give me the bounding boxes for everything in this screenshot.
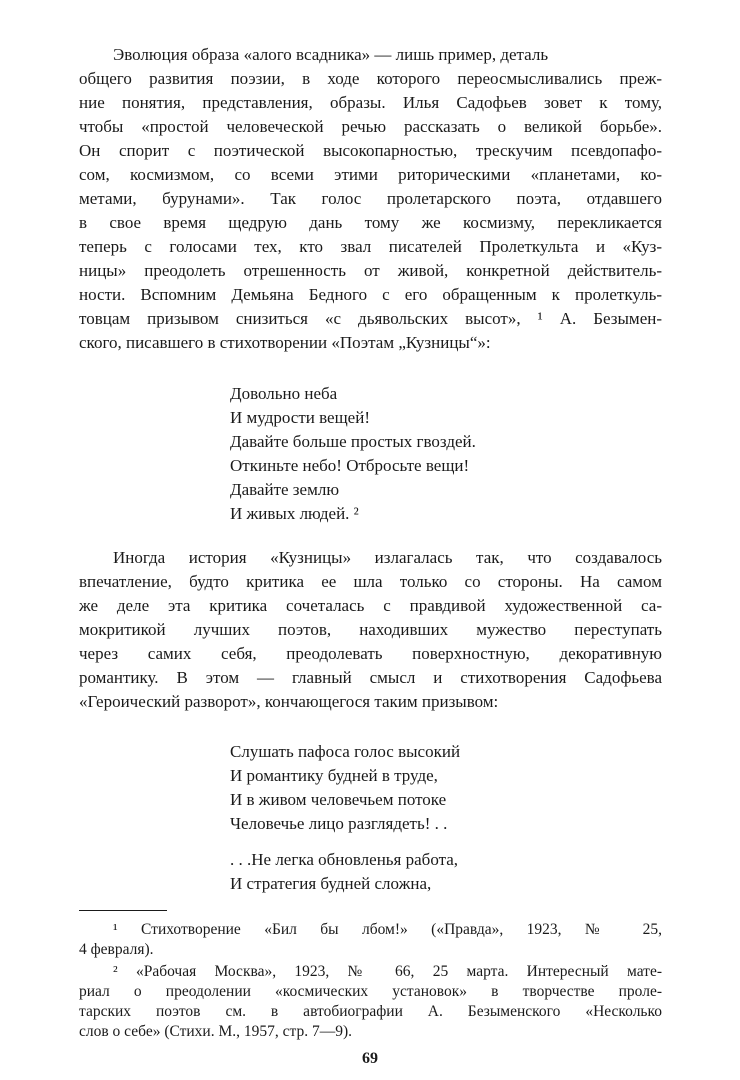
paragraph-line: в свое время щедрую дань тому же космизму, перекликается bbox=[79, 213, 662, 232]
paragraph-line: впечатление, будто критика ее шла только со стороны. На самом bbox=[79, 572, 662, 591]
verse-line: И в живом человечьем потоке bbox=[230, 790, 447, 809]
verse-line: Откиньте небо! Отбросьте вещи! bbox=[230, 456, 470, 475]
verse-line: Давайте землю bbox=[230, 480, 340, 499]
paragraph-line: товцам призывом снизиться «с дьявольских высот», ¹ А. Безымен- bbox=[79, 309, 662, 328]
footnote-line: ¹ Стихотворение «Бил бы лбом!» («Правда», 1923, № 25, bbox=[113, 921, 662, 938]
verse-line: Давайте больше простых гвоздей. bbox=[230, 432, 476, 451]
footnote-line: тарских поэтов см. в автобиографии А. Безыменского «Несколько bbox=[79, 1003, 662, 1020]
footnote-line: риал о преодолении «космических установок» в творчестве проле- bbox=[79, 983, 662, 1000]
paragraph-line: через самих себя, преодолевать поверхностную, декоративную bbox=[79, 644, 662, 663]
paragraph-line: ности. Вспомним Демьяна Бедного с его обращенным к пролеткуль- bbox=[79, 285, 662, 304]
paragraph-line: сом, космизмом, со всеми этими риторическими «планетами, ко- bbox=[79, 165, 662, 184]
footnote-line: 4 февраля). bbox=[79, 941, 154, 958]
paragraph-line: же деле эта критика сочеталась с правдивой художественной са- bbox=[79, 596, 662, 615]
paragraph-line: теперь с голосами тех, кто звал писателей Пролеткульта и «Куз- bbox=[79, 237, 662, 256]
verse-line: И романтику будней в труде, bbox=[230, 766, 438, 785]
paragraph-line: Иногда история «Кузницы» излагалась так, что создавалось bbox=[113, 548, 662, 567]
paragraph-line: общего развития поэзии, в ходе которого переосмысливались преж- bbox=[79, 69, 662, 88]
paragraph-line: метами, бурунами». Так голос пролетарского поэта, отдавшего bbox=[79, 189, 662, 208]
paragraph-line: чтобы «простой человеческой речью рассказать о великой борьбе». bbox=[79, 117, 662, 136]
verse-line: . . .Не легка обновленья работа, bbox=[230, 850, 459, 869]
paragraph-line: Эволюция образа «алого всадника» — лишь пример, деталь bbox=[113, 45, 549, 64]
paragraph-line: романтику. В этом — главный смысл и стихотворения Садофьева bbox=[79, 668, 662, 687]
paragraph-line: ние понятия, представления, образы. Илья Садофьев зовет к тому, bbox=[79, 93, 662, 112]
verse-line: Слушать пафоса голос высокий bbox=[230, 742, 461, 761]
verse-line: И стратегия будней сложна, bbox=[230, 874, 432, 893]
footnote-line: ² «Рабочая Москва», 1923, № 66, 25 марта. Интересный мате- bbox=[113, 963, 662, 980]
verse-line: И мудрости вещей! bbox=[230, 408, 370, 427]
paragraph-line: мокритикой лучших поэтов, находивших мужество переступать bbox=[79, 620, 662, 639]
paragraph-line: ского, писавшего в стихотворении «Поэтам „Кузницы“»: bbox=[79, 333, 491, 352]
paragraph-line: «Героический разворот», кончающегося таким призывом: bbox=[79, 692, 499, 711]
paragraph-line: ницы» преодолеть отрешенность от живой, конкретной действитель- bbox=[79, 261, 662, 280]
footnote-divider bbox=[79, 910, 167, 911]
footnote-line: слов о себе» (Стихи. М., 1957, стр. 7—9). bbox=[79, 1023, 353, 1040]
paragraph-line: Он спорит с поэтической высокопарностью, трескучим псевдопафо- bbox=[79, 141, 662, 160]
verse-line: И живых людей. ² bbox=[230, 504, 359, 523]
verse-line: Довольно неба bbox=[230, 384, 338, 403]
page-number: 69 bbox=[362, 1050, 378, 1067]
verse-line: Человечье лицо разглядеть! . . bbox=[230, 814, 448, 833]
